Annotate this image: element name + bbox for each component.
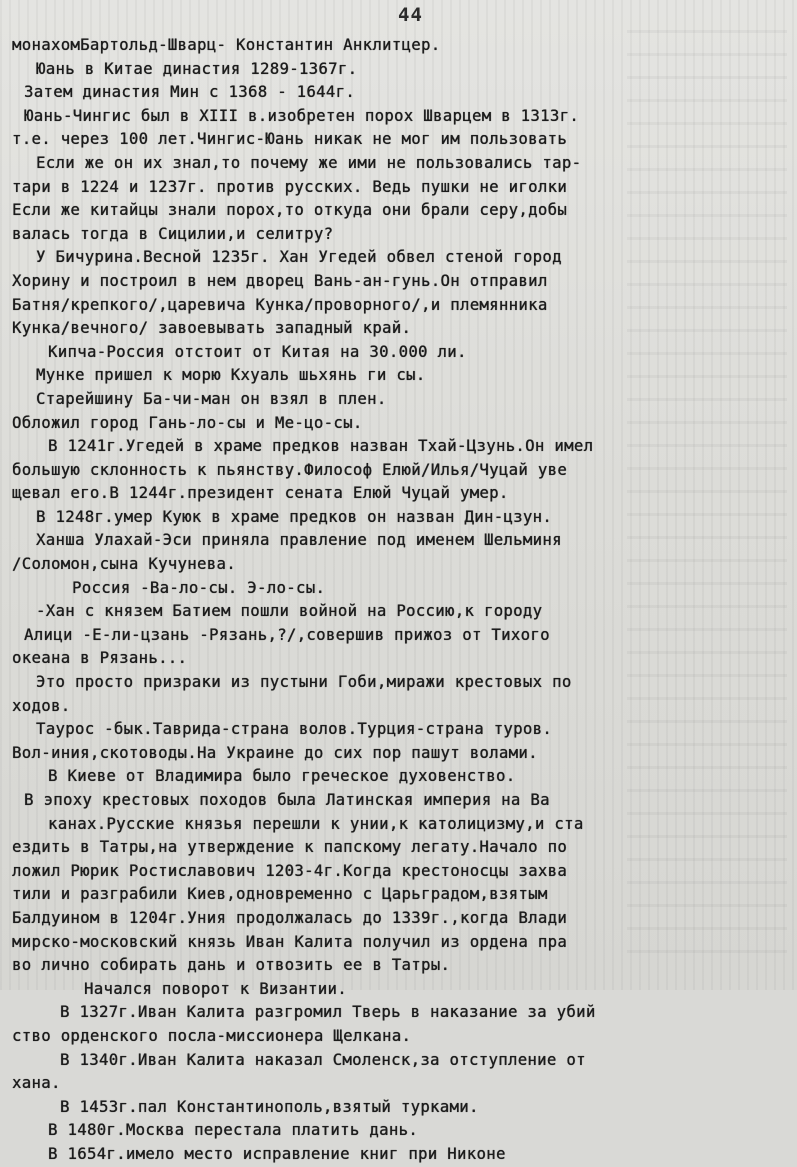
text-line: Батня/крепкого/,царевича Кунка/проворного/,и племянника	[12, 295, 548, 314]
text-line: ходов.	[12, 696, 71, 715]
text-line: /Соломон,сына Кучунева.	[12, 555, 236, 574]
text-line: В 1327г.Иван Калита разгромил Тверь в наказание за убий	[60, 1003, 596, 1022]
text-line: Старейшину Ба-чи-ман он взял в плен.	[36, 389, 387, 408]
typewritten-text-block	[0, 34, 797, 1167]
text-line: У Бичурина.Весной 1235г. Хан Угедей обвел стеной город	[36, 248, 562, 267]
text-line: В 1654г.имело место исправление книг при Никоне	[48, 1144, 506, 1163]
text-line: монахомБартольд-Шварц- Константин Анклитцер.	[12, 36, 441, 54]
text-line: В Киеве от Владимира было греческое духовенство.	[48, 767, 516, 786]
text-line: -Хан с князем Батием пошли войной на Россию,к городу	[36, 602, 543, 621]
text-line: Алици -Е-ли-цзань -Рязань,?/,совершив прижоз от Тихого	[24, 625, 550, 644]
text-line: тили и разграбили Киев,одновременно с Царьградом,взятым	[12, 885, 548, 904]
text-line: Если же он их знал,то почему же ими не пользовались тар-	[36, 153, 582, 172]
text-line: валась тогда в Сицилии,и селитру?	[12, 224, 334, 243]
text-line: Это просто призраки из пустыни Гоби,миражи крестовых по	[36, 673, 572, 692]
text-line: Если же китайцы знали порох,то откуда они брали серу,добы	[12, 201, 568, 220]
text-line: Хорину и построил в нем дворец Вань-ан-гунь.Он отправил	[12, 271, 548, 290]
text-line: В 1340г.Иван Калита наказал Смоленск,за отступление от	[60, 1050, 586, 1069]
text-line: ство орденского посла-миссионера Щелкана.	[12, 1026, 412, 1045]
text-line: Россия -Ва-ло-сы. Э-ло-сы.	[72, 578, 326, 597]
text-line: В 1480г.Москва перестала платить дань.	[48, 1121, 419, 1140]
text-line: во лично собирать дань и отвозить ее в Татры.	[12, 956, 451, 975]
text-line: В эпоху крестовых походов была Латинская империя на Ва	[24, 791, 550, 809]
text-line: В 1248г.умер Куюк в храме предков он назван Дин-цзун.	[36, 507, 553, 526]
text-line: ездить в Татры,на утверждение к папскому легату.Начало по	[12, 838, 568, 857]
text-line: В 1453г.пал Константинополь,взятый турками.	[60, 1097, 479, 1116]
page-number: 44	[398, 4, 423, 26]
text-line: ложил Рюрик Ростиславович 1203-4г.Когда крестоносцы захва	[12, 861, 568, 880]
text-line: т.е. через 100 лет.Чингис-Юань никак не мог им пользовать	[12, 130, 568, 149]
text-line: хана.	[12, 1074, 61, 1093]
text-line: Ханша Улахай-Эси приняла правление под именем Шельминя	[36, 531, 562, 550]
text-line: тари в 1224 и 1237г. против русских. Ведь пушки не иголки	[12, 177, 568, 196]
text-line: Вол-иния,скотоводы.На Украине до сих пор пашут волами.	[12, 743, 538, 762]
text-line: Начался поворот к Византии.	[84, 979, 347, 998]
text-line: Кунка/вечного/ завоевывать западный край.	[12, 319, 412, 338]
text-line: Юань в Китае династия 1289-1367г.	[36, 59, 358, 78]
text-line: Кипча-Россия отстоит от Китая на 30.000 ли.	[48, 342, 467, 361]
text-line: канах.Русские князья перешли к унии,к католицизму,и ста	[48, 814, 584, 833]
text-line: Таурос -бык.Таврида-страна волов.Турция-страна туров.	[36, 720, 553, 739]
text-line: Юань-Чингис был в XIII в.изобретен порох Шварцем в 1313г.	[24, 106, 580, 125]
text-line: Балдуином в 1204г.Уния продолжалась до 1339г.,когда Влади	[12, 908, 568, 927]
text-line: океана в Рязань...	[12, 649, 188, 668]
text-line: Обложил город Гань-ло-сы и Ме-цо-сы.	[12, 413, 363, 432]
text-line: В 1241г.Угедей в храме предков назван Тхай-Цзунь.Он имел	[48, 437, 594, 456]
text-line: большую склонность к пьянству.Философ Елюй/Илья/Чуцай уве	[12, 460, 568, 479]
text-line: мирско-московский князь Иван Калита получил из ордена пра	[12, 932, 568, 951]
text-line: Затем династия Мин с 1368 - 1644г.	[24, 83, 356, 102]
text-line: Мунке пришел к морю Кхуаль шьхянь ги сы.	[36, 366, 426, 385]
text-line: щевал его.В 1244г.президент сената Елюй Чуцай умер.	[12, 484, 509, 503]
